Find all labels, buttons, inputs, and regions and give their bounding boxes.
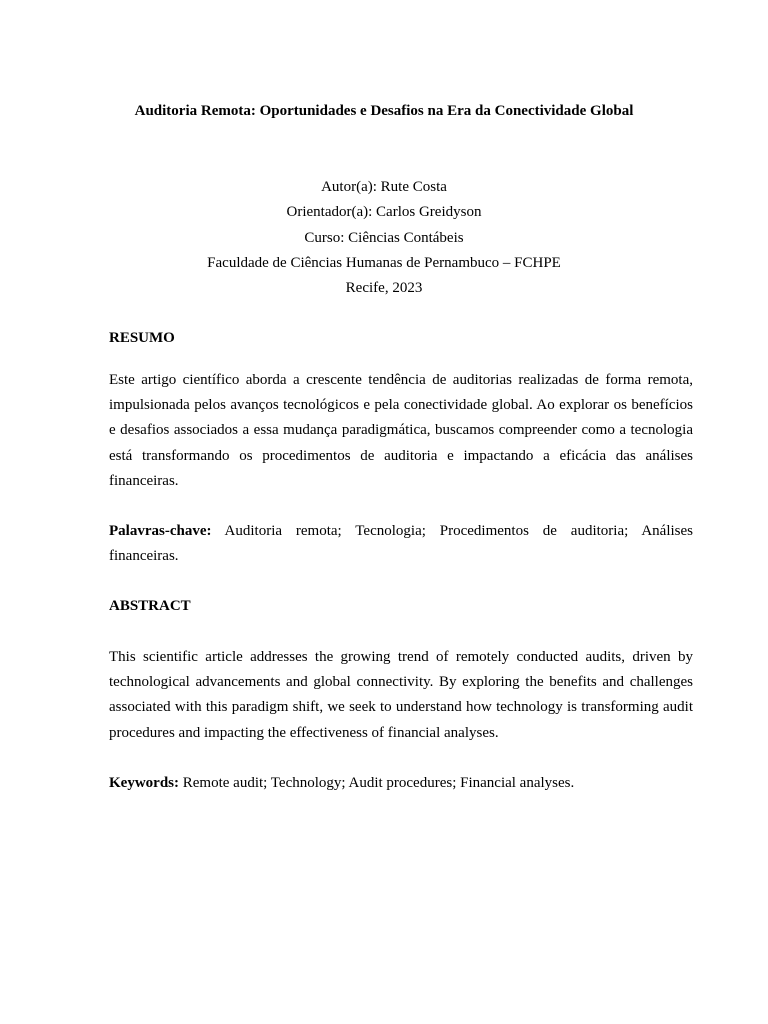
palavras-chave-label: Palavras-chave: xyxy=(109,523,212,539)
institution-line: Faculdade de Ciências Humanas de Pernambuco – FCHPE xyxy=(207,254,561,271)
keywords-label: Keywords: xyxy=(109,775,179,791)
keywords-text: Remote audit; Technology; Audit procedures; Financial analyses. xyxy=(179,775,575,791)
paper-title: Auditoria Remota: Oportunidades e Desafios na Era da Conectividade Global xyxy=(134,103,634,119)
resumo-body: Este artigo científico aborda a crescente tendência de auditorias realizadas de forma remota, impulsionada pelos avanços tecnológicos e pela conectividade global. Ao explorar os benefícios e desafios associados a essa mudança paradigmática, buscamos compreender como a tecnologia está transformando os procedimentos de auditoria e impactando a eficácia das análises financeiras. xyxy=(109,372,693,489)
palavras-chave-text: Auditoria remota; Tecnologia; Procedimentos de auditoria; Análises financeiras. xyxy=(109,523,693,565)
course-line: Curso: Ciências Contábeis xyxy=(304,229,464,246)
place-date-line: Recife, 2023 xyxy=(345,280,423,297)
resumo-heading: RESUMO xyxy=(109,330,175,346)
author-line: Autor(a): Rute Costa xyxy=(321,179,447,195)
abstract-heading: ABSTRACT xyxy=(109,598,191,614)
author-info-block xyxy=(0,176,768,302)
palavras-chave-paragraph xyxy=(109,519,693,569)
abstract-body: This scientific article addresses the growing trend of remotely conducted audits, driven by technological advancements and global connectivity. By exploring the benefits and challenges associated with this paradigm shift, we seek to understand how technology is transforming audit procedures and impacting the effectiveness of financial analyses. xyxy=(109,649,693,741)
advisor-line: Orientador(a): Carlos Greidyson xyxy=(286,204,482,221)
keywords-paragraph xyxy=(109,771,693,796)
